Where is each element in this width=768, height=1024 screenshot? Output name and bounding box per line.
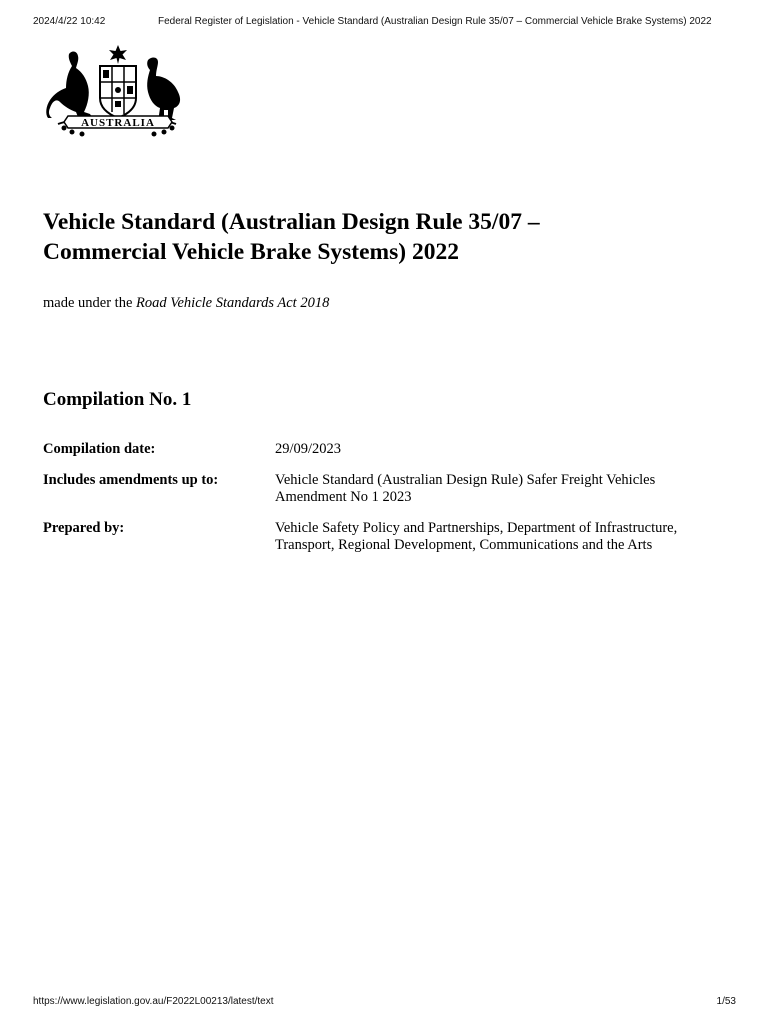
compilation-date-value: 29/09/2023	[275, 441, 342, 457]
made-under-line	[43, 295, 329, 312]
coat-of-arms-icon	[44, 42, 190, 142]
print-header	[0, 16, 768, 30]
print-datetime: 2024/4/22 10:42	[33, 16, 106, 27]
document-title	[43, 207, 683, 267]
print-page-title: Federal Register of Legislation - Vehicle Standard (Australian Design Rule 35/07 – Commercial Vehicle Brake Systems) 2022	[158, 16, 712, 27]
crest-scroll-text: AUSTRALIA	[81, 117, 155, 129]
prepared-by-value: Vehicle Safety Policy and Partnerships, Department of Infrastructure, Transport, Regional Development, Communications and the Arts	[275, 520, 678, 553]
compilation-number: Compilation No. 1	[43, 389, 192, 410]
made-under-act: Road Vehicle Standards Act 2018	[136, 295, 330, 311]
made-under-prefix: made under the	[43, 295, 133, 311]
print-footer	[0, 996, 768, 1010]
compilation-date-label: Compilation date:	[43, 441, 156, 457]
page-number: 1/53	[716, 996, 736, 1007]
prepared-by-label: Prepared by:	[43, 520, 125, 536]
amendments-value: Vehicle Standard (Australian Design Rule) Safer Freight Vehicles Amendment No 1 2023	[275, 472, 656, 505]
amendments-label: Includes amendments up to:	[43, 472, 219, 488]
document-title-line-1: Vehicle Standard (Australian Design Rule 35/07 –	[43, 209, 540, 235]
page-url: https://www.legislation.gov.au/F2022L00213/latest/text	[33, 996, 274, 1007]
document-title-line-2: Commercial Vehicle Brake Systems) 2022	[43, 239, 459, 265]
